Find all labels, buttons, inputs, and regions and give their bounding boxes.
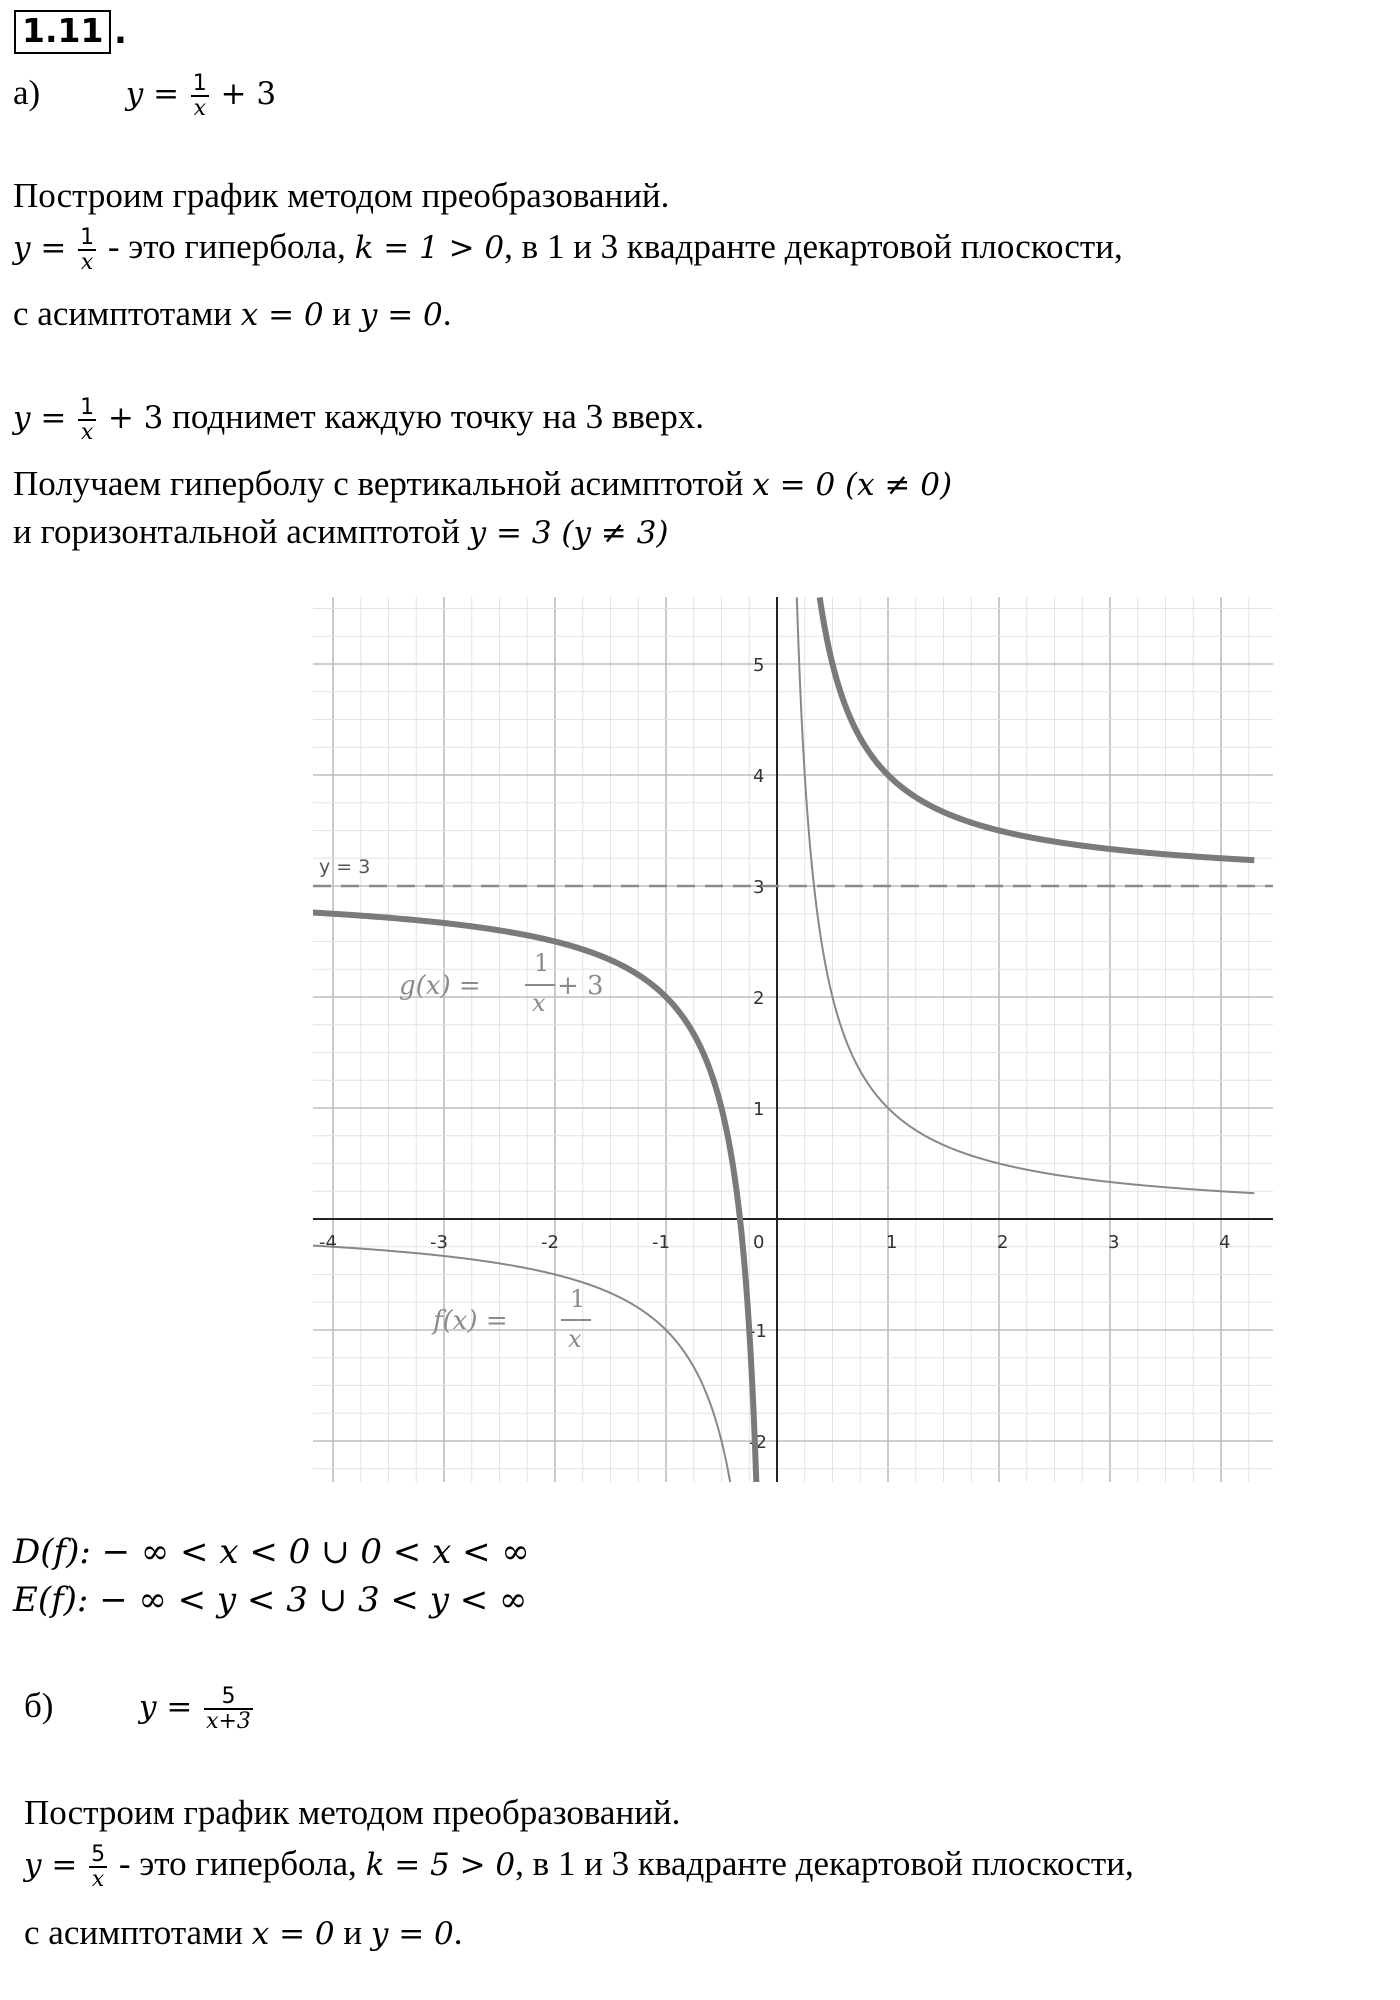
part-b-y-eq: y = (138, 1689, 193, 1726)
g-label-num: 1 (534, 949, 550, 977)
x-tick-label: -3 (430, 1232, 448, 1253)
part-a-line3: с асимптотами x = 0 и y = 0. (13, 294, 452, 333)
part-a-line1: Построим график методом преобразований. (13, 176, 670, 215)
range-line: E(f): − ∞ < y < 3 ∪ 3 < y < ∞ (13, 1580, 528, 1620)
x-tick-label: 2 (997, 1232, 1009, 1253)
g-label-den: x (532, 989, 546, 1017)
asymptote-label: y = 3 (319, 856, 371, 878)
g-label-left: g(x) = (399, 971, 481, 1001)
y-tick-label: 5 (753, 655, 765, 676)
y-tick-label: 1 (753, 1099, 765, 1120)
y-tick-label: -2 (749, 1432, 767, 1453)
part-a-label: а) (13, 73, 41, 113)
part-b-line2: y = $\frac{5}{x}$ - это гипербола, k = 5 > 0, в 1 и 3 квадранте декартовой плоскости, (24, 1842, 1134, 1893)
y-tick-label: 4 (753, 766, 765, 787)
part-a-line5: Получаем гиперболу с вертикальной асимптотой x = 0 (x ≠ 0) (13, 464, 953, 503)
part-a-y-eq: y = (125, 76, 180, 113)
y-tick-label: 2 (753, 988, 765, 1009)
x-tick-label: -4 (319, 1232, 337, 1253)
graph-background (313, 597, 1273, 1482)
f-label-num: 1 (570, 1285, 586, 1313)
x-tick-label: 4 (1219, 1232, 1231, 1253)
part-a-line2: y = $\frac{1}{x}$ - это гипербола, k = 1 > 0, в 1 и 3 квадранте декартовой плоскости, (13, 225, 1123, 276)
domain-line: D(f): − ∞ < x < 0 ∪ 0 < x < ∞ (13, 1532, 530, 1572)
f-label-den: x (568, 1325, 582, 1353)
part-a-plus3: + 3 (220, 76, 277, 113)
x-tick-label: -2 (541, 1232, 559, 1253)
y-tick-label: -1 (749, 1321, 767, 1342)
part-b-fraction: $\frac{5}{x+3}$ (206, 1684, 251, 1735)
x-tick-label: 1 (886, 1232, 898, 1253)
f-label-left: f(x) = (433, 1306, 508, 1336)
hyperbola-graph (313, 597, 1273, 1482)
part-b-header (24, 1685, 256, 1733)
part-b-line1: Построим график методом преобразований. (24, 1793, 681, 1832)
x-tick-label: 3 (1108, 1232, 1120, 1253)
g-label-right: + 3 (557, 971, 604, 1001)
part-b-line3: с асимптотами x = 0 и y = 0. (24, 1913, 463, 1952)
x-tick-label: 0 (753, 1232, 765, 1253)
y-tick-label: 3 (753, 877, 765, 898)
problem-number: 1.11 (14, 10, 111, 54)
problem-number-dot: . (114, 12, 127, 52)
part-a-header (13, 72, 276, 120)
part-a-fraction: $\frac{1}{x}$ (192, 71, 207, 122)
part-a-line6: и горизонтальной асимптотой y = 3 (y ≠ 3) (13, 512, 669, 551)
part-b-label: б) (24, 1686, 54, 1726)
part-a-line4: y = $\frac{1}{x}$ + 3 поднимет каждую точку на 3 вверх. (13, 395, 704, 446)
x-tick-label: -1 (652, 1232, 670, 1253)
